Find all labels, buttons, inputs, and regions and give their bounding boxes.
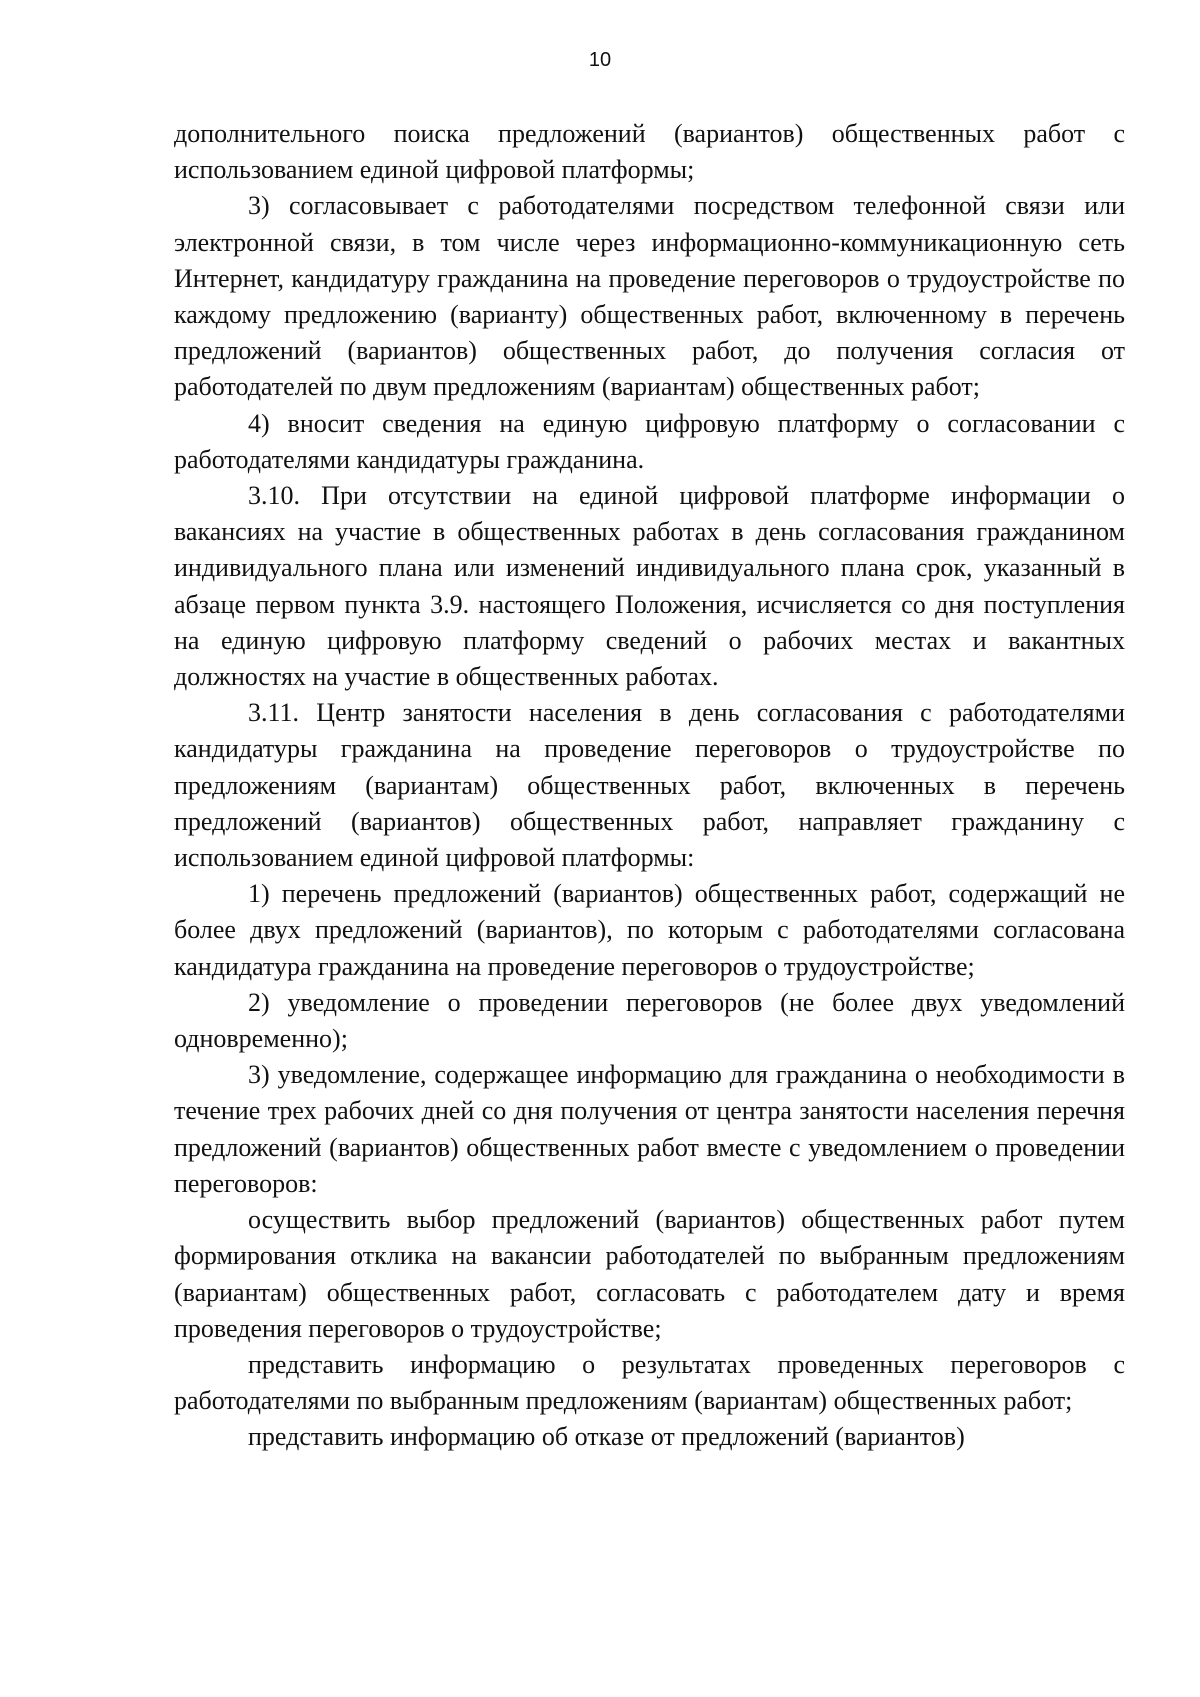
paragraph-continuation: дополнительного поиска предложений (вариантов) общественных работ с использованием единой цифровой платформы;	[174, 119, 1125, 185]
paragraph-item-3-coordination: 3) согласовывает с работодателями посредством телефонной связи или электронной связи, в том числе через информационно-коммуникационную сеть Интернет, кандидатуру гражданина на проведение переговоров о трудоустройстве по каждому предложению (варианту) общественных работ, включенному в перечень предложений (вариантов) общественных работ, до получения согласия от работодателей по двум предложениям (вариантам) общественных работ;	[174, 191, 1125, 402]
paragraph-section-3-11: 3.11. Центр занятости населения в день согласования с работодателями кандидатуры гражданина на проведение переговоров о трудоустройстве по предложениям (вариантам) общественных работ, включенных в перечень предложений (вариантов) общественных работ, направляет гражданину с использованием единой цифровой платформы:	[174, 698, 1125, 873]
document-body	[174, 116, 1125, 1456]
paragraph-item-3-notice-info: 3) уведомление, содержащее информацию для гражданина о необходимости в течение трех рабочих дней со дня получения от центра занятости населения перечня предложений (вариантов) общественных работ вместе с уведомлением о проведении переговоров:	[174, 1060, 1125, 1198]
paragraph-section-3-10: 3.10. При отсутствии на единой цифровой платформе информации о вакансиях на участие в общественных работах в день согласования гражданином индивидуального плана или изменений индивидуального плана срок, указанный в абзаце первом пункта 3.9. настоящего Положения, исчисляется со дня поступления на единую цифровую платформу сведений о рабочих местах и вакантных должностях на участие в общественных работах.	[174, 481, 1125, 692]
paragraph-item-4-records: 4) вносит сведения на единую цифровую платформу о согласовании с работодателями кандидатуры гражданина.	[174, 408, 1125, 474]
paragraph-item-2-notice: 2) уведомление о проведении переговоров (не более двух уведомлений одновременно);	[174, 987, 1125, 1054]
paragraph-item-1-list: 1) перечень предложений (вариантов) общественных работ, содержащий не более двух предложений (вариантов), по которым с работодателями согласована кандидатура гражданина на проведение переговоров о трудоустройстве;	[174, 879, 1125, 981]
paragraph-report-results: представить информацию о результатах проведенных переговоров с работодателями по выбранным предложениям (вариантам) общественных работ;	[174, 1349, 1125, 1416]
page-number: 10	[588, 49, 612, 71]
paragraph-choose-offers: осуществить выбор предложений (вариантов) общественных работ путем формирования отклика на вакансии работодателей по выбранным предложениям (вариантам) общественных работ, согласовать с работодателем дату и время проведения переговоров о трудоустройстве;	[174, 1205, 1125, 1343]
paragraph-report-refusal: представить информацию об отказе от предложений (вариантов)	[248, 1422, 965, 1452]
